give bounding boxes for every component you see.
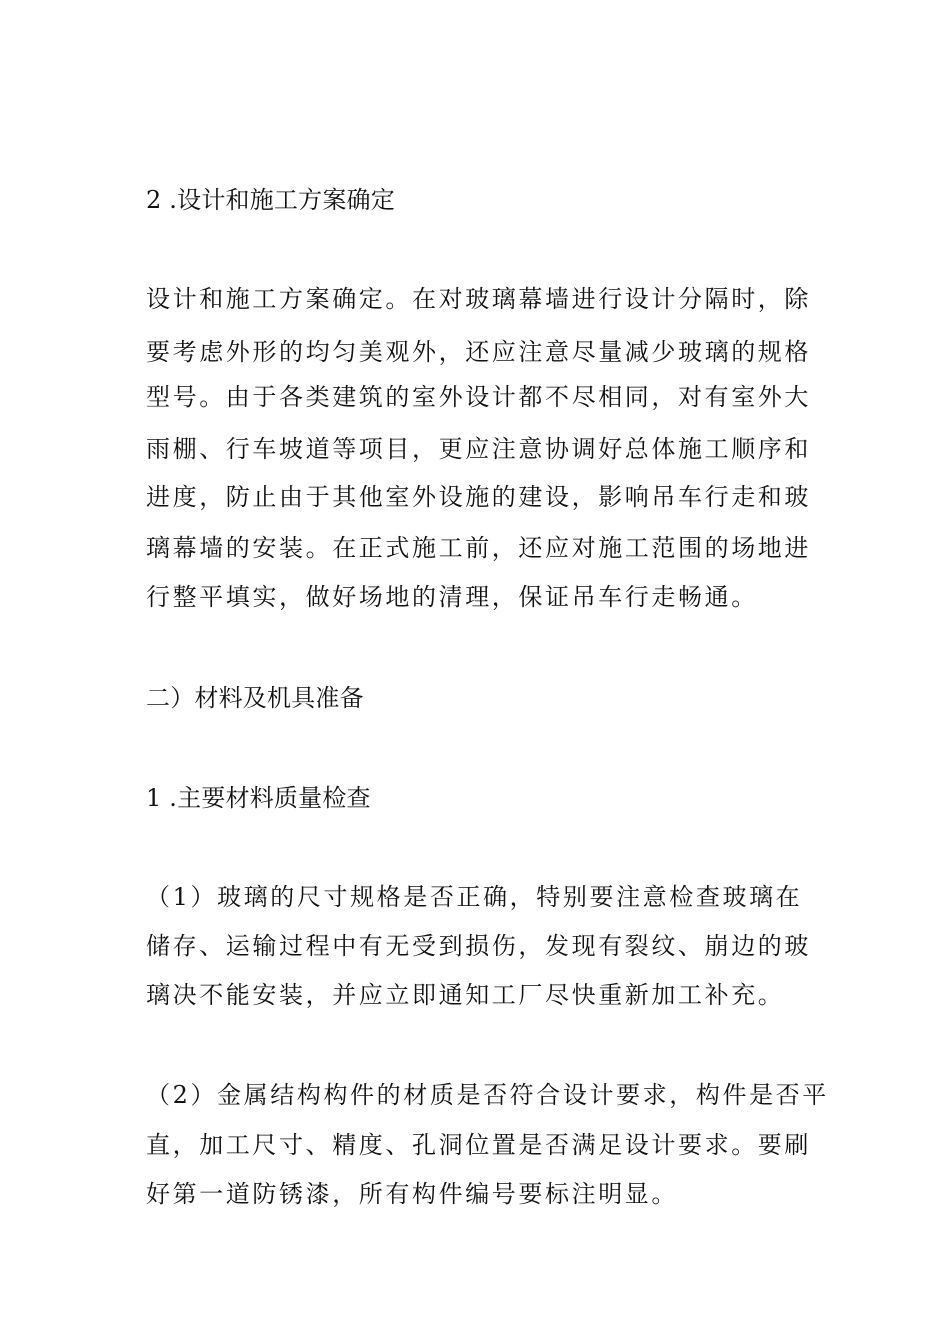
paragraph-line: 设计和施工方案确定。在对玻璃幕墙进行设计分隔时，除 — [146, 285, 811, 313]
paragraph-line: 璃决不能安装，并应立即通知工厂尽快重新加工补充。 — [146, 981, 785, 1009]
paragraph-line: 要考虑外形的均匀美观外，还应注意尽量减少玻璃的规格 — [146, 338, 811, 366]
paragraph-line: （1）玻璃的尺寸规格是否正确，特别要注意检查玻璃在 — [146, 883, 803, 911]
paragraph-line: 储存、运输过程中有无受到损伤，发现有裂纹、崩边的玻 — [146, 932, 811, 960]
paragraph-line: 璃幕墙的安装。在正式施工前，还应对施工范围的场地进 — [146, 534, 811, 562]
section-heading-quality-check: 1 .主要材料质量检查 — [146, 784, 371, 812]
section-heading-materials: 二）材料及机具准备 — [146, 684, 364, 712]
paragraph-line: （2）金属结构构件的材质是否符合设计要求，构件是否平 — [146, 1081, 829, 1109]
paragraph-line: 直，加工尺寸、精度、孔洞位置是否满足设计要求。要刷 — [146, 1131, 811, 1159]
paragraph-line: 行整平填实，做好场地的清理，保证吊车行走畅通。 — [146, 583, 758, 611]
paragraph-line: 雨棚、行车坡道等项目，更应注意协调好总体施工顺序和 — [146, 435, 811, 463]
paragraph-line: 进度，防止由于其他室外设施的建设，影响吊车行走和玻 — [146, 483, 811, 511]
paragraph-line: 型号。由于各类建筑的室外设计都不尽相同，对有室外大 — [146, 383, 811, 411]
section-heading-design: 2 .设计和施工方案确定 — [146, 186, 395, 214]
paragraph-line: 好第一道防锈漆，所有构件编号要标注明显。 — [146, 1180, 678, 1208]
